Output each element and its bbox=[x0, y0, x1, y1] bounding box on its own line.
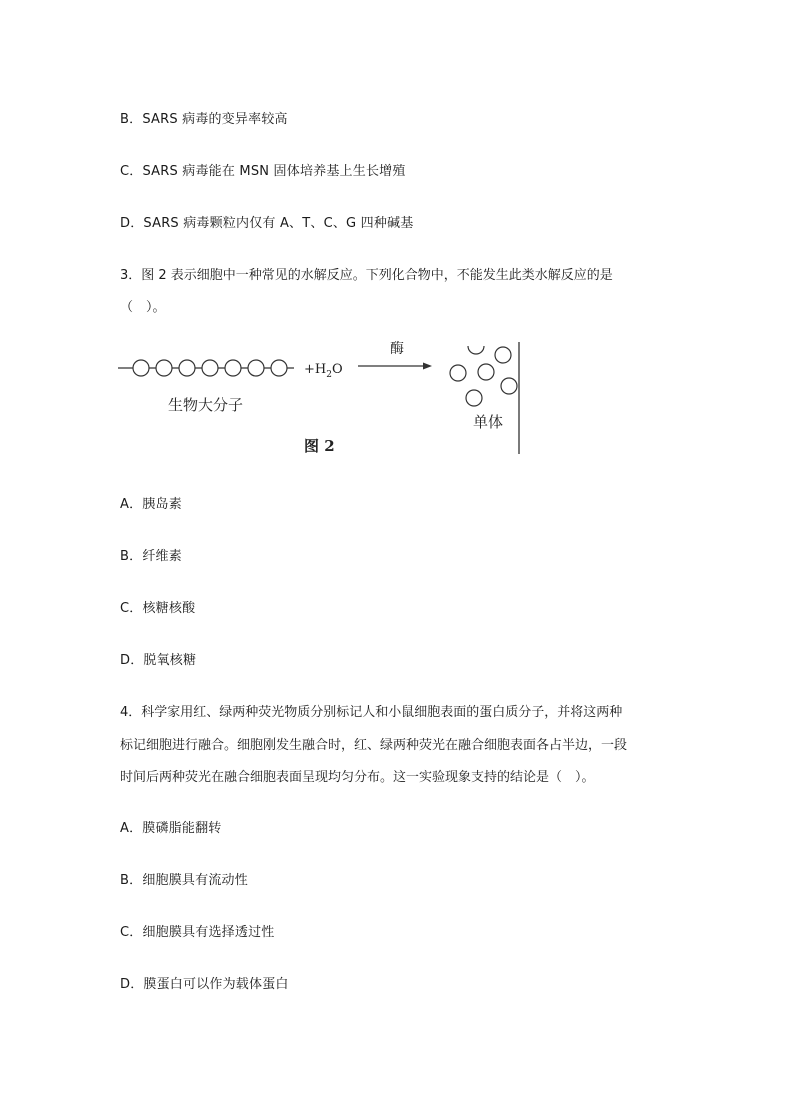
q4-stem-line2: 标记细胞进行融合。细胞刚发生融合时，红、绿两种荧光在融合细胞表面各占半边，一段 bbox=[120, 738, 628, 753]
q4-option-d: D．膜蛋白可以作为载体蛋白 bbox=[120, 977, 289, 992]
q2-option-c: C．SARS 病毒能在 MSN 固体培养基上生长增殖 bbox=[120, 164, 406, 179]
q3-option-c: C．核糖核酸 bbox=[120, 601, 196, 616]
q2-option-b: B．SARS 病毒的变异率较高 bbox=[120, 112, 288, 127]
water-label: $+H_2O$ bbox=[304, 362, 343, 380]
q3-stem-line2: （ ）。 bbox=[120, 300, 166, 315]
q2-option-d: D．SARS 病毒颗粒内仅有 A、T、C、G 四种碱基 bbox=[120, 216, 414, 231]
q4-option-c: C．细胞膜具有选择透过性 bbox=[120, 925, 275, 940]
monomer-label: 单体 bbox=[473, 413, 504, 431]
figure-2-hydrolysis-diagram bbox=[118, 338, 528, 460]
reaction-arrow bbox=[358, 363, 432, 370]
figure-caption: 图 2 bbox=[304, 437, 335, 455]
enzyme-label: 酶 bbox=[390, 341, 404, 357]
q4-stem-line3: 时间后两种荧光在融合细胞表面呈现均匀分布。这一实验现象支持的结论是（ ）。 bbox=[120, 770, 595, 785]
q4-option-b: B．细胞膜具有流动性 bbox=[120, 873, 248, 888]
q4-stem-line1: 4．科学家用红、绿两种荧光物质分别标记人和小鼠细胞表面的蛋白质分子，并将这两种 bbox=[120, 705, 623, 720]
q3-option-a: A．胰岛素 bbox=[120, 497, 182, 512]
q3-stem-line1: 3．图 2 表示细胞中一种常见的水解反应。下列化合物中，不能发生此类水解反应的是 bbox=[120, 268, 613, 283]
macromolecule-chain bbox=[118, 360, 294, 376]
monomers bbox=[450, 346, 517, 406]
macromolecule-label: 生物大分子 bbox=[168, 396, 244, 414]
q4-option-a: A．膜磷脂能翻转 bbox=[120, 821, 222, 836]
q3-option-b: B．纤维素 bbox=[120, 549, 182, 564]
q3-option-d: D．脱氧核糖 bbox=[120, 653, 197, 668]
